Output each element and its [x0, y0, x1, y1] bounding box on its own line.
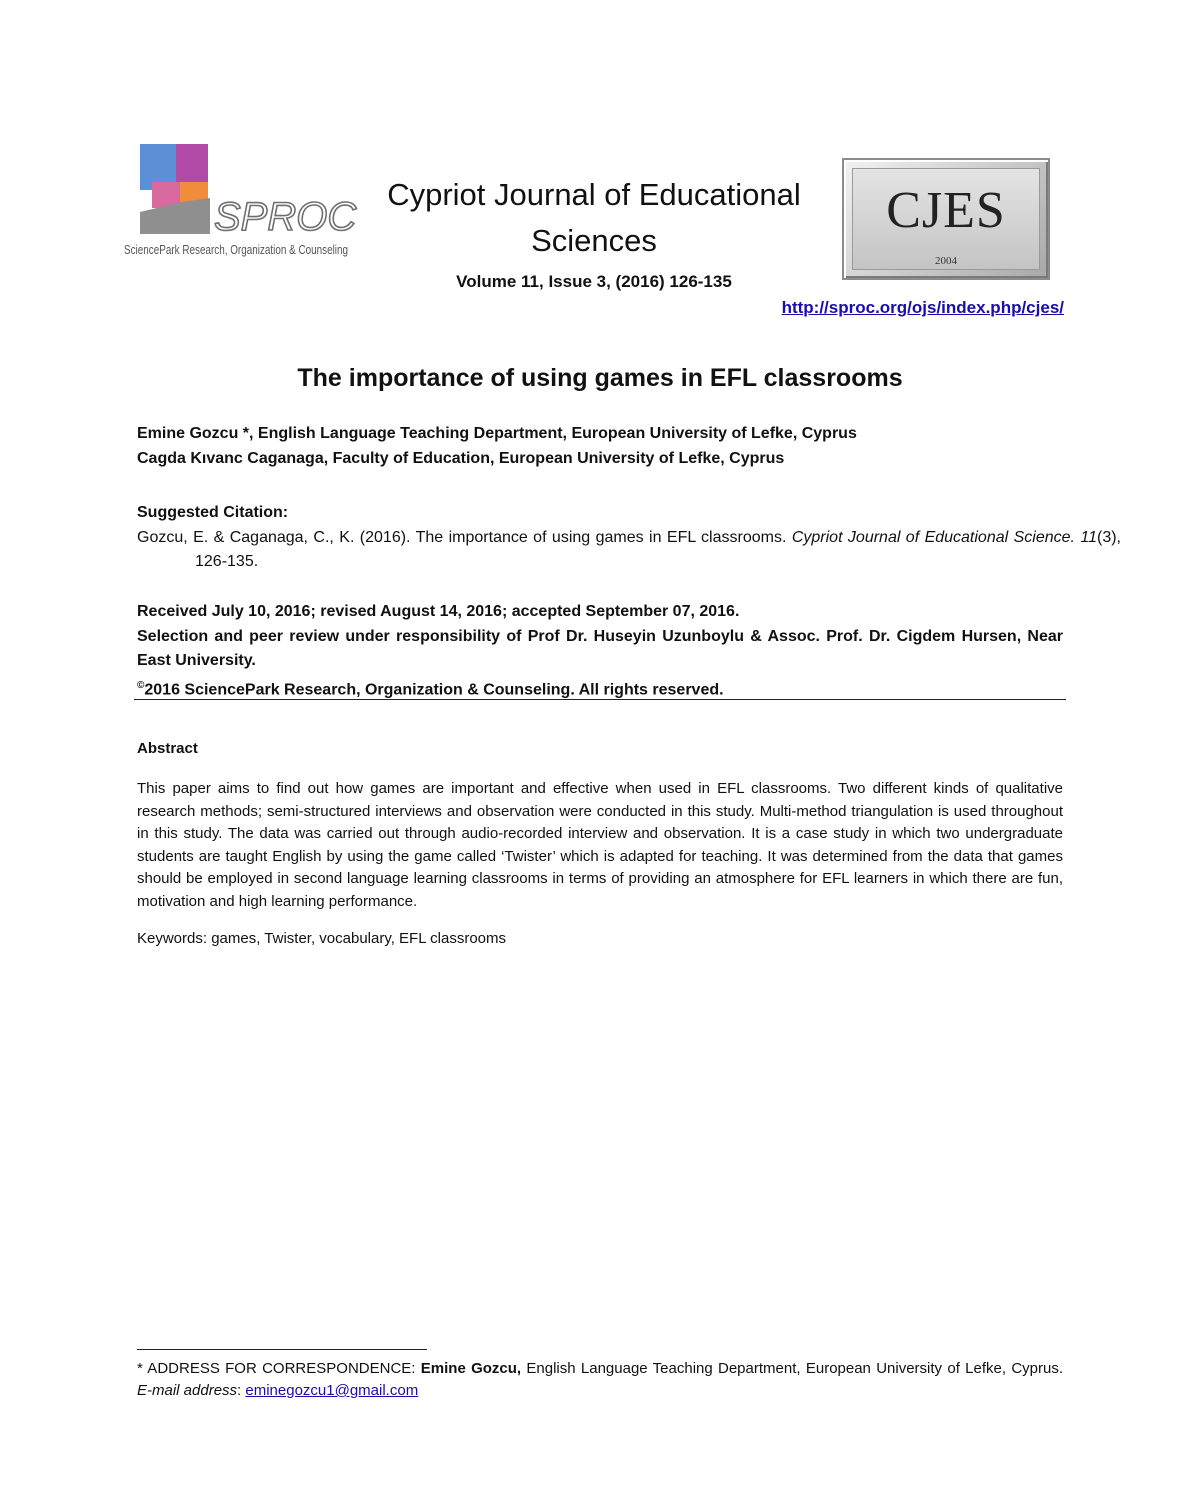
header-divider	[134, 699, 1066, 700]
copyright-text: 2016 SciencePark Research, Organization & Counseling. All rights reserved.	[144, 681, 724, 699]
logo-block-magenta	[176, 144, 208, 184]
citation-journal: Cypriot Journal of Educational Science. 11	[791, 529, 1097, 546]
footnote-colon: :	[237, 1382, 246, 1399]
footnote-prefix: * ADDRESS FOR CORRESPONDENCE:	[137, 1360, 421, 1377]
cjes-logo	[842, 158, 1050, 280]
footnote-email-label: E-mail address	[137, 1382, 238, 1399]
footnote-divider	[137, 1349, 427, 1350]
cjes-logo-year: 2004	[935, 255, 957, 267]
footnote-name: Emine Gozcu,	[420, 1360, 522, 1377]
author-2: Cagda Kıvanc Caganaga, Faculty of Education, European University of Lefke, Cyprus	[137, 450, 785, 467]
journal-url-link[interactable]: http://sproc.org/ojs/index.php/cjes/	[781, 298, 1064, 317]
correspondence-footnote	[137, 1358, 1063, 1402]
author-1: Emine Gozcu *, English Language Teaching Department, European University of Lefke, Cyprus	[137, 425, 857, 442]
footnote-affiliation: English Language Teaching Department, European University of Lefke, Cyprus.	[521, 1360, 1064, 1377]
copyright-symbol: ©	[137, 680, 145, 691]
sproc-logo	[122, 142, 357, 260]
journal-title	[360, 172, 828, 264]
citation-heading: Suggested Citation:	[137, 504, 289, 521]
abstract-heading: Abstract	[137, 740, 198, 757]
citation-prefix: Gozcu, E. & Caganaga, C., K. (2016). The importance of using games in EFL classrooms.	[137, 529, 792, 546]
publication-dates: Received July 10, 2016; revised August 14, 2016; accepted September 07, 2016.	[137, 603, 740, 620]
citation-text	[137, 526, 1121, 574]
journal-title-line2: Sciences	[531, 223, 657, 258]
journal-title-line1: Cypriot Journal of Educational	[387, 177, 801, 212]
cjes-logo-text: CJES	[886, 182, 1006, 239]
logo-tagline: SciencePark Research, Organization & Counseling	[124, 243, 349, 257]
footnote-email-link[interactable]: eminegozcu1@gmail.com	[245, 1382, 419, 1399]
cjes-logo-inner	[852, 168, 1040, 270]
peer-review-note: Selection and peer review under responsibility of Prof Dr. Huseyin Uzunboylu & Assoc. Prof. Dr. Cigdem Hursen, Near East University.	[137, 628, 1063, 669]
logo-wordmark: SPROC	[214, 195, 357, 239]
abstract-body: This paper aims to find out how games are important and effective when used in EFL classrooms. Two different kinds of qualitative research methods; semi-structured interviews and observation were conducted in this study. Multi-method triangulation is used throughout in this study. The data was carried out through audio-recorded interview and observation. It is a case study in which two undergraduate students are taught English by using the game called ‘Twister’ which is adapted for teaching. It was determined from the data that games should be employed in second language learning classrooms in terms of providing an atmosphere for EFL learners in which there are fun, motivation and high learning performance.	[137, 780, 1063, 910]
volume-issue: Volume 11, Issue 3, (2016) 126-135	[456, 272, 732, 291]
citation-suffix: (3), 126-135.	[195, 529, 1121, 570]
keywords: Keywords: games, Twister, vocabulary, EFL classrooms	[137, 930, 507, 947]
paper-title: The importance of using games in EFL classrooms	[297, 364, 903, 392]
